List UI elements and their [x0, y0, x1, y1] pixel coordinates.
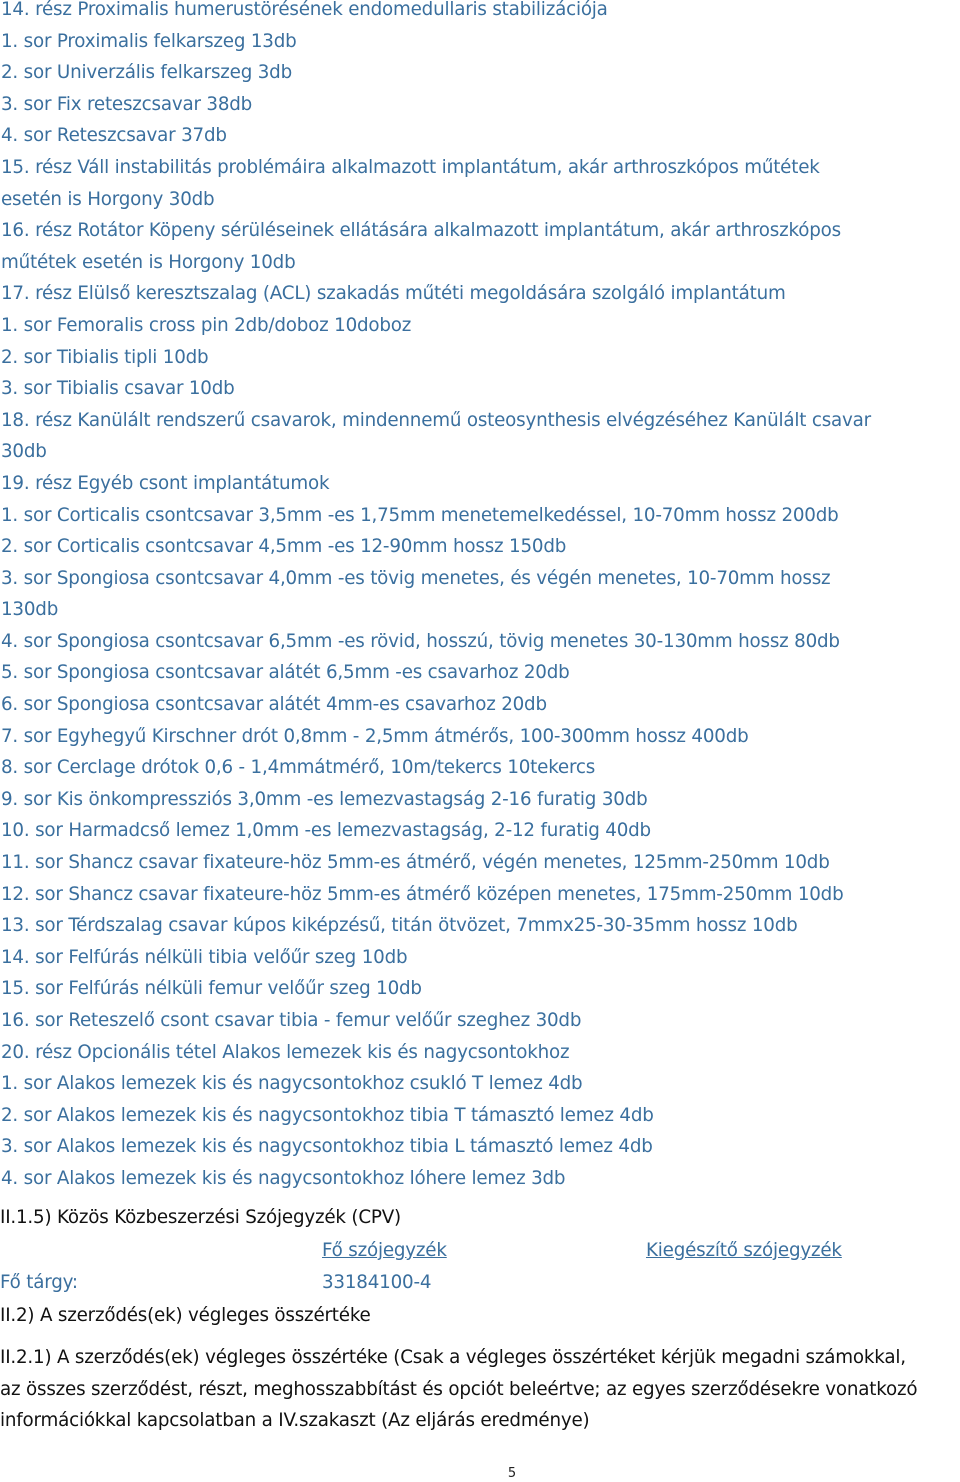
list-line: 10. sor Harmadcső lemez 1,0mm -es lemezvastagság, 2-12 furatig 40db: [1, 820, 651, 842]
list-line: 4. sor Spongiosa csontcsavar 6,5mm -es rövid, hosszú, tövig menetes 30-130mm hossz 80db: [1, 630, 840, 652]
list-line: 6. sor Spongiosa csontcsavar alátét 4mm-es csavarhoz 20db: [1, 694, 547, 716]
list-line: 1. sor Alakos lemezek kis és nagycsontokhoz csukló T lemez 4db: [1, 1073, 583, 1095]
list-line: 30db: [1, 441, 47, 463]
list-line: esetén is Horgony 30db: [1, 188, 215, 210]
list-line: 3. sor Alakos lemezek kis és nagycsontokhoz tibia L támasztó lemez 4db: [1, 1136, 653, 1158]
list-line: 15. rész Váll instabilitás problémáira alkalmazott implantátum, akár arthroszkópos műtétek: [1, 156, 820, 178]
list-line: 8. sor Cerclage drótok 0,6 - 1,4mmátmérő, 10m/tekercs 10tekercs: [1, 757, 596, 779]
cpv-main-object-row: [0, 1272, 960, 1300]
list-line: 13. sor Térdszalag csavar kúpos kiképzésű, titán ötvözet, 7mmx25-30-35mm hossz 10db: [1, 915, 798, 937]
list-line: 2. sor Univerzális felkarszeg 3db: [1, 62, 292, 84]
list-line: 9. sor Kis önkompressziós 3,0mm -es lemezvastagság 2-16 furatig 30db: [1, 788, 648, 810]
list-line: 4. sor Reteszcsavar 37db: [1, 125, 227, 147]
supplementary-vocabulary-link[interactable]: Kiegészítő szójegyzék: [646, 1240, 842, 1261]
list-line: 3. sor Tibialis csavar 10db: [1, 378, 235, 400]
list-line: 14. sor Felfúrás nélküli tibia velőűr szeg 10db: [1, 946, 408, 968]
list-line: 2. sor Tibialis tipli 10db: [1, 346, 209, 368]
cpv-section-title: II.1.5) Közös Közbeszerzési Szójegyzék (CPV): [0, 1207, 401, 1228]
list-line: 15. sor Felfúrás nélküli femur velőűr szeg 10db: [1, 978, 422, 1000]
cpv-code: 33184100-4: [322, 1272, 432, 1293]
main-object-label: Fő tárgy:: [0, 1272, 78, 1293]
section-ii21-text: II.2.1) A szerződés(ek) végleges összértéke (Csak a végleges összértéket kérjük megadni számokkal, az összes szerződést, részt, meghosszabbítást és opciót beleértve; az egyes szerződésekre vonatkozó információkkal kapcsolatban a IV.szakaszt (Az eljárás eredménye): [0, 1347, 918, 1432]
list-line: 130db: [1, 599, 59, 621]
list-line: 18. rész Kanülált rendszerű csavarok, mindennemű osteosynthesis elvégzéséhez Kanülált csavar: [1, 409, 871, 431]
list-line: 1. sor Proximalis felkarszeg 13db: [1, 30, 297, 52]
list-line: 3. sor Spongiosa csontcsavar 4,0mm -es tövig menetes, és végén menetes, 10-70mm hossz: [1, 567, 831, 589]
item-list: [1, 0, 960, 1195]
list-line: 2. sor Corticalis csontcsavar 4,5mm -es 12-90mm hossz 150db: [1, 536, 567, 558]
list-line: 1. sor Femoralis cross pin 2db/doboz 10doboz: [1, 314, 412, 336]
list-line: 19. rész Egyéb csont implantátumok: [1, 472, 330, 494]
page-number: 5: [507, 1466, 517, 1481]
list-line: 11. sor Shancz csavar fixateure-höz 5mm-es átmérő, végén menetes, 125mm-250mm 10db: [1, 852, 830, 874]
list-line: 16. sor Reteszelő csont csavar tibia - femur velőűr szeghez 30db: [1, 1010, 582, 1031]
list-line: 5. sor Spongiosa csontcsavar alátét 6,5mm -es csavarhoz 20db: [1, 662, 570, 684]
list-line: 16. rész Rotátor Köpeny sérüléseinek ellátására alkalmazott implantátum, akár arthroszkópos: [1, 220, 841, 242]
list-line: 12. sor Shancz csavar fixateure-höz 5mm-es átmérő középen menetes, 175mm-250mm 10db: [1, 883, 844, 905]
cpv-header-row: [0, 1240, 960, 1268]
list-line: 4. sor Alakos lemezek kis és nagycsontokhoz lóhere lemez 3db: [1, 1167, 566, 1189]
section-ii2-heading: II.2) A szerződés(ek) végleges összértéke: [0, 1305, 371, 1326]
list-line: 20. rész Opcionális tétel Alakos lemezek kis és nagycsontokhoz: [1, 1041, 570, 1063]
main-vocabulary-link[interactable]: Fő szójegyzék: [322, 1240, 447, 1261]
list-line: 7. sor Egyhegyű Kirschner drót 0,8mm - 2,5mm átmérős, 100-300mm hossz 400db: [1, 725, 749, 747]
list-line: 14. rész Proximalis humerustörésének endomedullaris stabilizációja: [1, 0, 608, 20]
list-line: műtétek esetén is Horgony 10db: [1, 251, 296, 273]
list-line: 2. sor Alakos lemezek kis és nagycsontokhoz tibia T támasztó lemez 4db: [1, 1104, 654, 1126]
list-line: 17. rész Elülső keresztszalag (ACL) szakadás műtéti megoldására szolgáló implantátum: [1, 283, 786, 305]
list-line: 3. sor Fix reteszcsavar 38db: [1, 93, 253, 115]
list-line: 1. sor Corticalis csontcsavar 3,5mm -es 1,75mm menetemelkedéssel, 10-70mm hossz 200db: [1, 504, 839, 526]
